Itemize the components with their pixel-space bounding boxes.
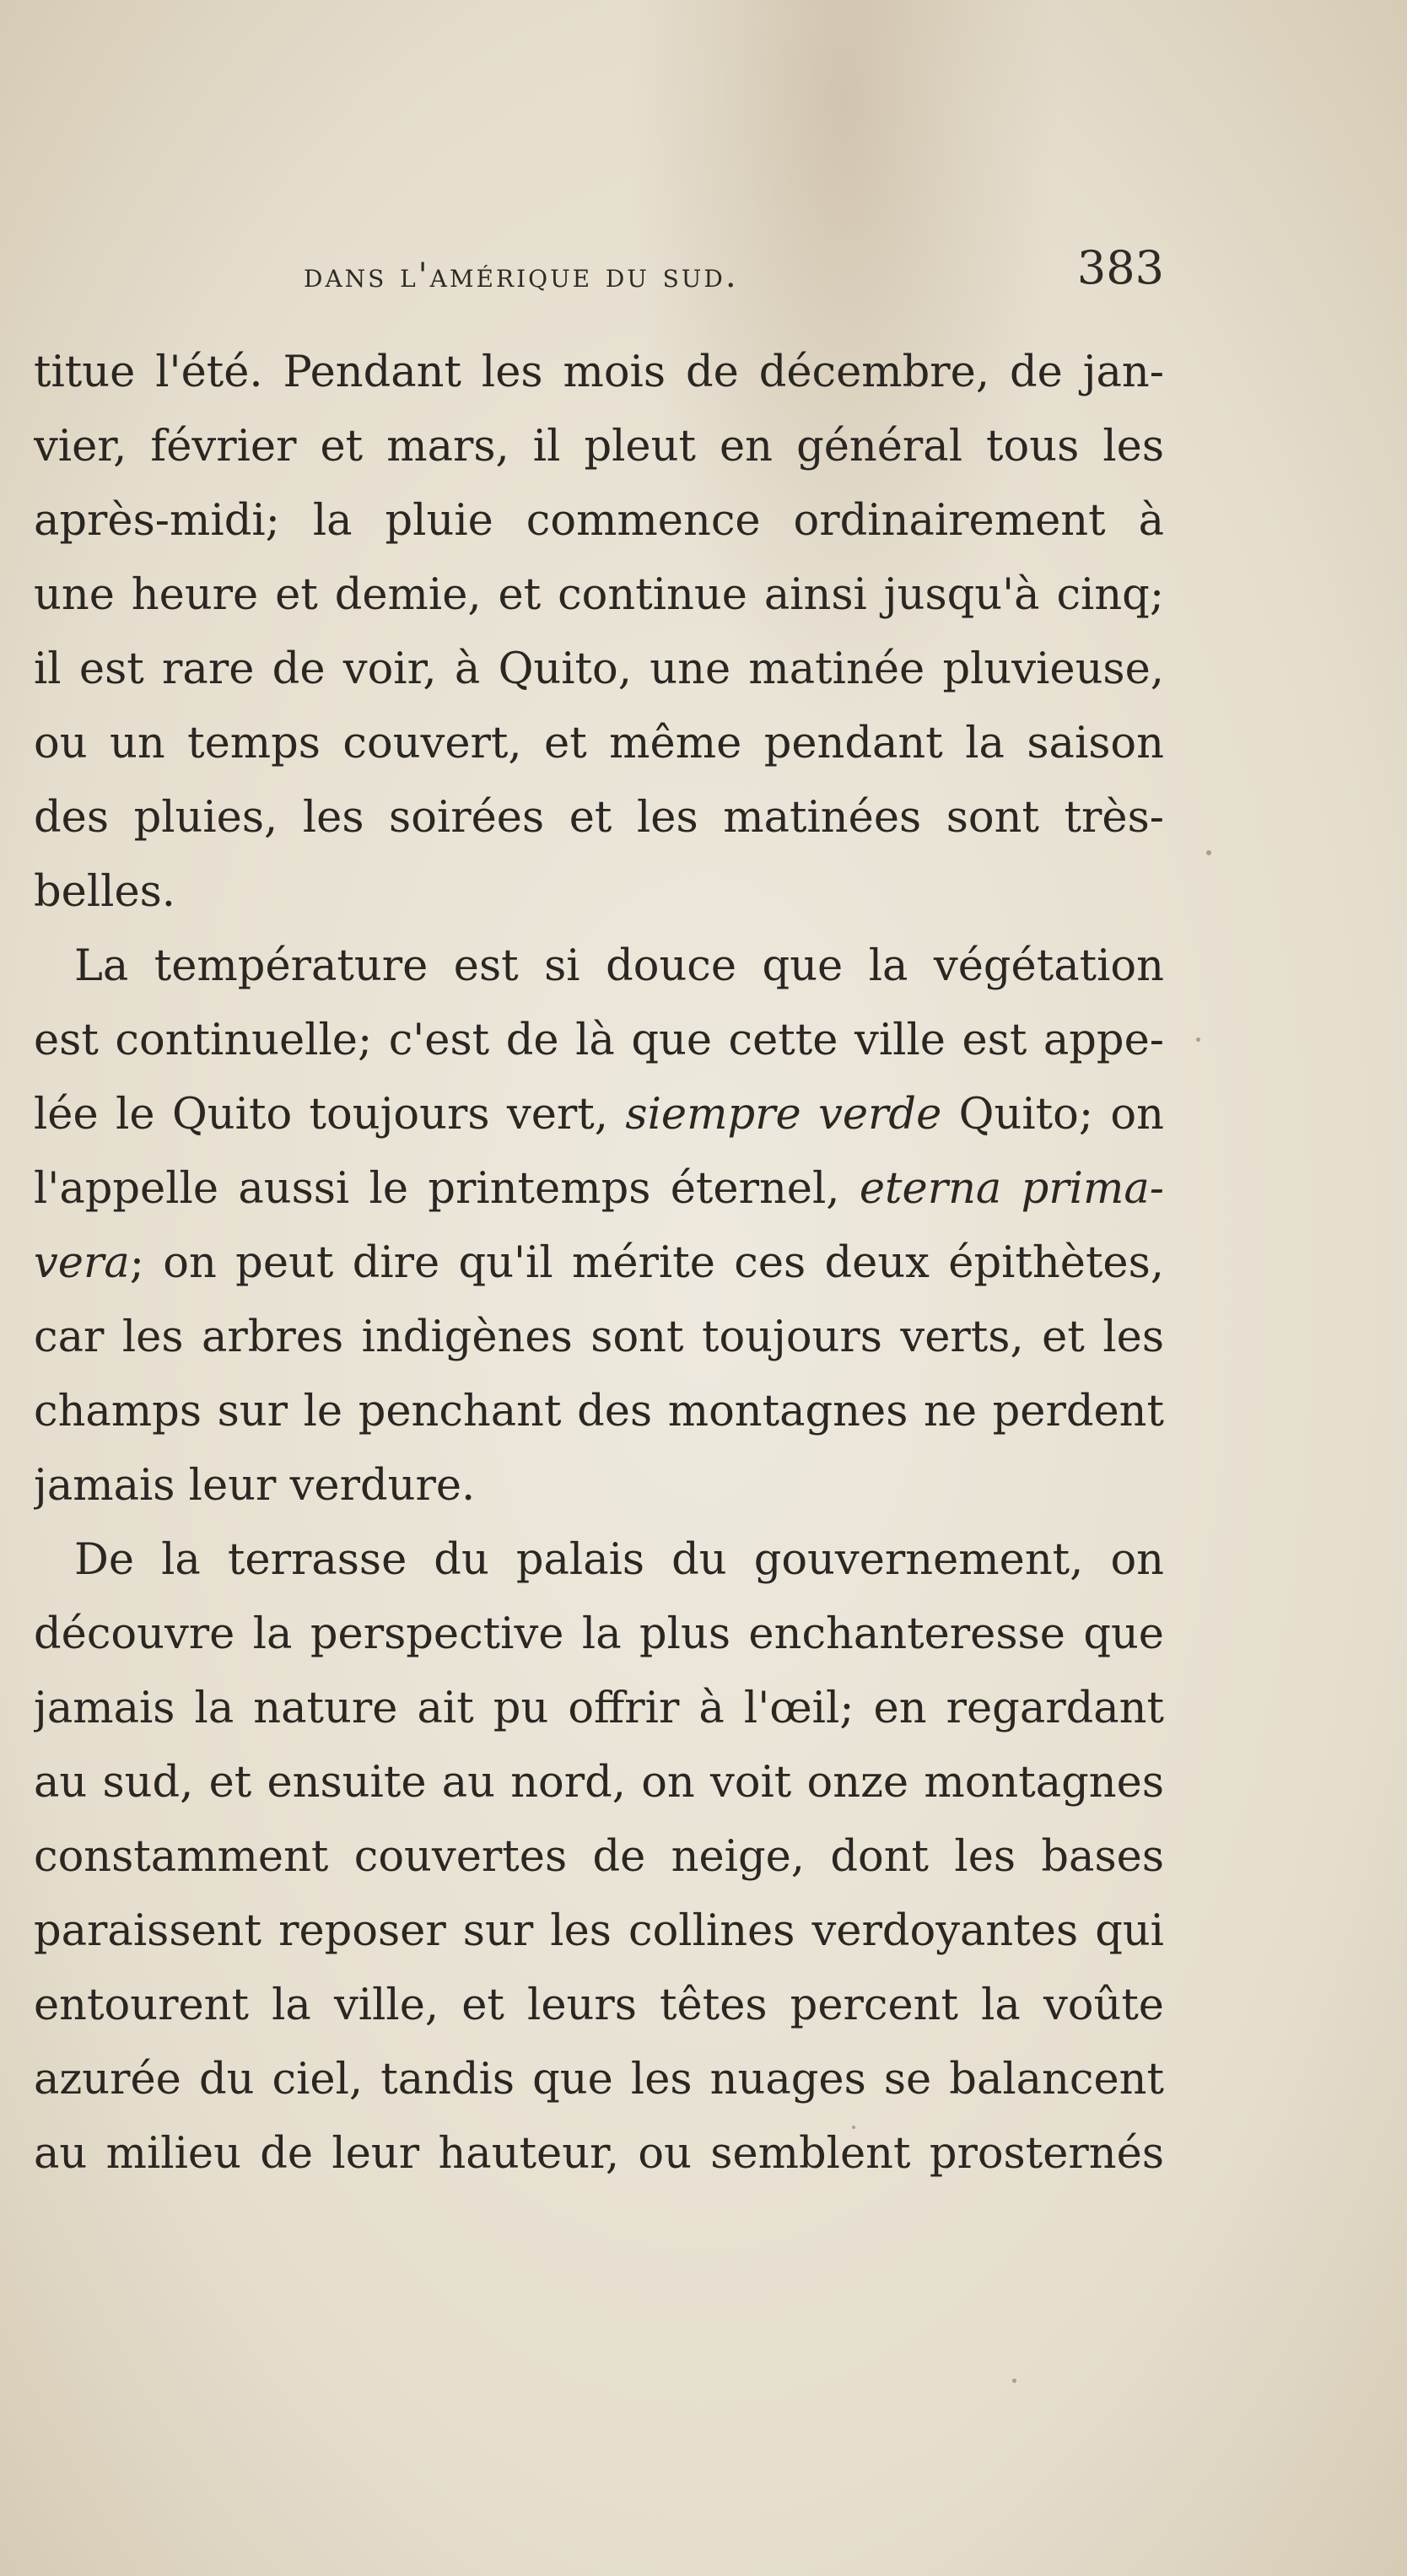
text-line: constamment couvertes de neige, dont les bases	[34, 1832, 1164, 1882]
text-line: découvre la perspective la plus enchanteresse que	[34, 1609, 1164, 1659]
text-line: vera; on peut dire qu'il mérite ces deux épithètes,	[34, 1238, 1164, 1288]
text-line: il est rare de voir, à Quito, une matinée pluvieuse,	[34, 644, 1164, 694]
text-line: car les arbres indigènes sont toujours verts, et les	[34, 1312, 1164, 1362]
paper-speck	[1206, 850, 1211, 855]
text-line: vier, février et mars, il pleut en général tous les	[34, 422, 1164, 472]
text-line: au milieu de leur hauteur, ou semblent prosternés	[34, 2129, 1164, 2179]
paper-speck	[1196, 1037, 1200, 1042]
page-header	[304, 241, 1164, 300]
text-line: entourent la ville, et leurs têtes percent la voûte	[34, 1981, 1164, 2030]
text-line: titue l'été. Pendant les mois de décembre, de jan-	[34, 348, 1164, 397]
text-line: azurée du ciel, tandis que les nuages se balancent	[34, 2055, 1164, 2104]
text-line: belles.	[34, 867, 176, 917]
paper-speck	[1012, 2379, 1016, 2383]
text-line: champs sur le penchant des montagnes ne perdent	[34, 1387, 1164, 1436]
text-line: après-midi; la pluie commence ordinairement à	[34, 496, 1164, 546]
text-line: est continuelle; c'est de là que cette ville est appe-	[34, 1016, 1164, 1065]
text-line: paraissent reposer sur les collines verdoyantes qui	[34, 1906, 1164, 1956]
text-line: ou un temps couvert, et même pendant la saison	[34, 719, 1164, 768]
running-head: dans l'amérique du sud.	[304, 256, 739, 295]
body-text	[34, 336, 1164, 2191]
text-line: lée le Quito toujours vert, siempre verde Quito; on	[34, 1090, 1164, 1140]
text-line: une heure et demie, et continue ainsi jusqu'à cinq;	[34, 570, 1164, 620]
text-line: La température est si douce que la végétation	[74, 941, 1164, 991]
text-line: au sud, et ensuite au nord, on voit onze montagnes	[34, 1758, 1164, 1808]
text-line: des pluies, les soirées et les matinées sont très-	[34, 793, 1164, 843]
text-line: l'appelle aussi le printemps éternel, eterna prima-	[34, 1164, 1164, 1214]
page-number: 383	[1076, 241, 1164, 294]
text-line: jamais leur verdure.	[34, 1461, 476, 1511]
paper-speck	[852, 2126, 855, 2129]
text-line: jamais la nature ait pu offrir à l'œil; en regardant	[34, 1684, 1164, 1733]
text-line: De la terrasse du palais du gouvernement, on	[74, 1535, 1164, 1585]
